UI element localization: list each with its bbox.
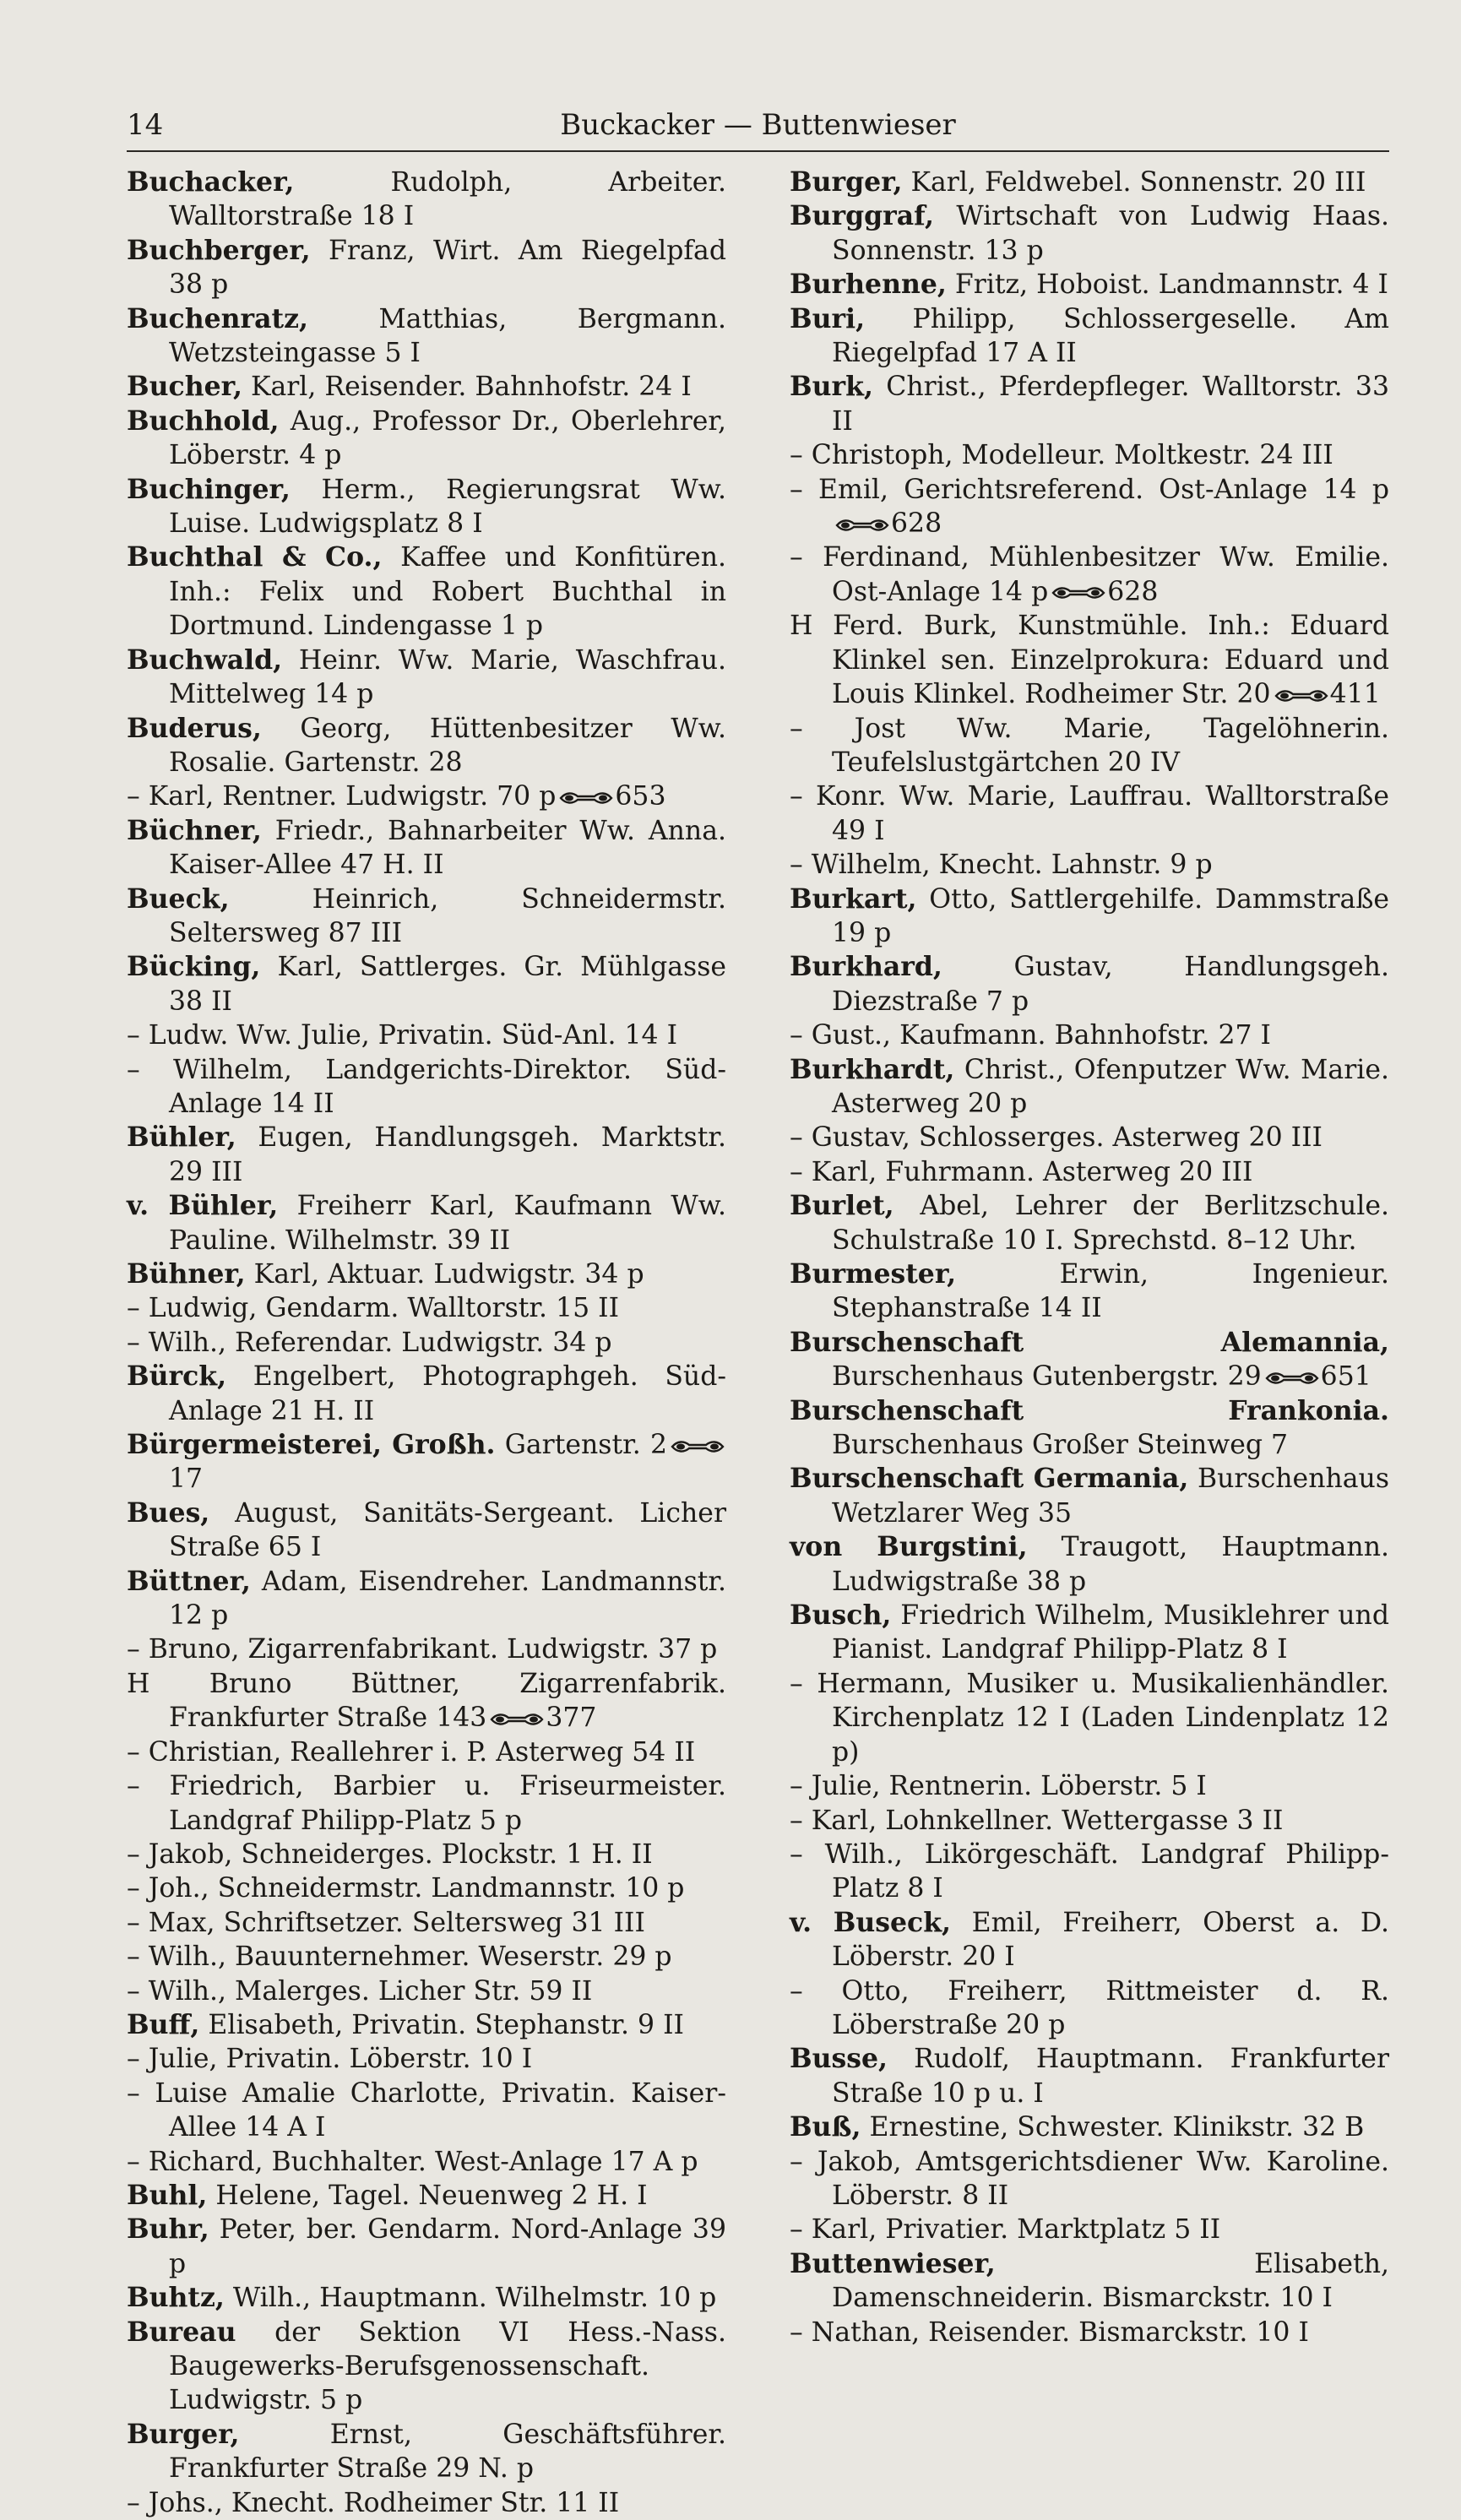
directory-entry bbox=[790, 1530, 1389, 1599]
entry-text: – Jakob, Schneiderges. Plockstr. 1 H. II bbox=[127, 1838, 653, 1870]
entry-text: Christ., Pferdepfleger. Walltorstr. 33 II bbox=[832, 372, 1389, 437]
entry-text: H Bruno Büttner, Zigarrenfabrik. Frankfurter Straße 143 bbox=[127, 1668, 726, 1734]
directory-entry bbox=[127, 814, 726, 883]
entry-surname: Burschenschaft Germania, bbox=[790, 1463, 1189, 1495]
entry-text: – Ludw. Ww. Julie, Privatin. Süd-Anl. 14 I bbox=[127, 1020, 678, 1051]
entry-text: – Richard, Buchhalter. West-Anlage 17 A p bbox=[127, 2146, 698, 2177]
directory-entry bbox=[127, 2008, 726, 2042]
directory-entry bbox=[790, 779, 1389, 848]
entry-text: Freiherr Karl, Kaufmann Ww. Pauline. Wilhelmstr. 39 II bbox=[169, 1191, 727, 1256]
telephone-icon bbox=[1274, 688, 1328, 703]
directory-entry bbox=[790, 1974, 1389, 2043]
directory-entry bbox=[127, 1428, 726, 1496]
entry-surname: Busch, bbox=[790, 1599, 892, 1632]
entry-text: – Emil, Gerichtsreferend. Ost-Anlage 14 p bbox=[790, 474, 1389, 505]
directory-entry bbox=[127, 1496, 726, 1565]
entry-surname: Burk, bbox=[790, 371, 873, 403]
entry-text: – Joh., Schneidermstr. Landmannstr. 10 p bbox=[127, 1873, 685, 1904]
entry-text: Burschenhaus Wetzlarer Weg 35 bbox=[832, 1464, 1390, 1529]
directory-entry bbox=[790, 1462, 1389, 1530]
directory-entry bbox=[127, 1906, 726, 1940]
directory-entry bbox=[790, 2042, 1389, 2110]
entry-surname: Buchacker, bbox=[127, 166, 295, 198]
entry-surname: Buri, bbox=[790, 302, 866, 334]
entry-surname: Buhtz, bbox=[127, 2282, 225, 2314]
entry-text: Ernestine, Schwester. Klinikstr. 32 B bbox=[869, 2112, 1365, 2143]
entry-text: – Wilh., Malerges. Licher Str. 59 II bbox=[127, 1975, 593, 2007]
entry-text: Christ., Ofenputzer Ww. Marie. Asterweg 20 p bbox=[832, 1054, 1389, 1119]
directory-entry bbox=[127, 1565, 726, 1633]
directory-entry bbox=[790, 2213, 1389, 2246]
directory-entry bbox=[127, 1018, 726, 1052]
entry-text: – Luise Amalie Charlotte, Privatin. Kaiser-Allee 14 A I bbox=[127, 2077, 726, 2143]
entry-text: – Wilh., Bauunternehmer. Weserstr. 29 p bbox=[127, 1942, 672, 1973]
directory-entry bbox=[790, 438, 1389, 472]
directory-entry bbox=[790, 712, 1389, 780]
directory-entry bbox=[790, 370, 1389, 438]
entry-text: Traugott, Hauptmann. Ludwigstraße 38 p bbox=[832, 1532, 1389, 1597]
entry-text: Burschenhaus Gutenbergstr. 29 bbox=[832, 1361, 1262, 1393]
directory-entry bbox=[127, 2179, 726, 2213]
entry-text: Elisabeth, Privatin. Stephanstr. 9 II bbox=[208, 2009, 684, 2040]
directory-entry bbox=[127, 2042, 726, 2076]
directory-entry bbox=[790, 1257, 1389, 1326]
directory-entry bbox=[790, 848, 1389, 882]
directory-entry bbox=[127, 1053, 726, 1122]
entry-surname: Burmester, bbox=[790, 1258, 957, 1290]
entry-text: Rudolf, Hauptmann. Frankfurter Straße 10 p u. I bbox=[832, 2044, 1390, 2109]
directory-entry bbox=[790, 2316, 1389, 2349]
entry-surname: Burhenne, bbox=[790, 269, 947, 301]
directory-entry bbox=[790, 1189, 1389, 1257]
directory-entry bbox=[127, 540, 726, 643]
entry-surname: Büttner, bbox=[127, 1565, 251, 1597]
entry-surname: Buchenratz, bbox=[127, 302, 308, 334]
directory-entry bbox=[790, 1155, 1389, 1189]
directory-entry bbox=[127, 779, 726, 813]
entry-surname: Burggraf, bbox=[790, 200, 935, 232]
entry-surname: Burkhard, bbox=[790, 951, 942, 983]
directory-entry bbox=[127, 1632, 726, 1666]
telephone-number: 377 bbox=[546, 1703, 597, 1734]
telephone-number: 628 bbox=[891, 508, 942, 540]
entry-text: – Hermann, Musiker u. Musikalienhändler. Kirchenplatz 12 I (Laden Lindenplatz 12 p) bbox=[790, 1668, 1389, 1768]
entry-text: Burschenhaus Großer Steinweg 7 bbox=[832, 1430, 1289, 1461]
directory-entry bbox=[127, 1735, 726, 1769]
telephone-number: 653 bbox=[615, 781, 666, 812]
entry-surname: Bürck, bbox=[127, 1360, 227, 1393]
entry-text: – Gust., Kaufmann. Bahnhofstr. 27 I bbox=[790, 1020, 1271, 1051]
directory-entry bbox=[127, 1940, 726, 1974]
directory-entry bbox=[790, 2145, 1389, 2213]
entry-text: – Christoph, Modelleur. Moltkestr. 24 III bbox=[790, 440, 1333, 471]
directory-entry bbox=[790, 2110, 1389, 2144]
directory-entry bbox=[127, 1257, 726, 1291]
directory-entry bbox=[127, 405, 726, 473]
entry-surname: Buchhold, bbox=[127, 405, 280, 437]
entry-surname: Buderus, bbox=[127, 712, 262, 744]
directory-entry bbox=[127, 1189, 726, 1257]
telephone-icon bbox=[1265, 1371, 1319, 1386]
directory-entry bbox=[790, 1838, 1389, 1906]
directory-entry bbox=[127, 2486, 726, 2520]
entry-text: Engelbert, Photographgeh. Süd-Anlage 21 H. II bbox=[169, 1361, 727, 1426]
entry-text: – Ludwig, Gendarm. Walltorstr. 15 II bbox=[127, 1293, 620, 1324]
entry-surname: Burlet, bbox=[790, 1190, 894, 1222]
directory-entry bbox=[790, 166, 1389, 199]
directory-entry bbox=[127, 2316, 726, 2418]
entry-text: Karl, Aktuar. Ludwigstr. 34 p bbox=[253, 1259, 644, 1290]
telephone-icon bbox=[490, 1712, 544, 1727]
entry-text: – Johs., Knecht. Rodheimer Str. 11 II bbox=[127, 2487, 620, 2518]
entry-surname: Buchwald, bbox=[127, 644, 283, 676]
entry-text: – Jost Ww. Marie, Tagelöhnerin. Teufelslustgärtchen 20 IV bbox=[790, 713, 1389, 778]
telephone-number: 628 bbox=[1107, 576, 1159, 607]
entry-text: Matthias, Bergmann. Wetzsteingasse 5 I bbox=[169, 303, 727, 369]
entry-text: Philipp, Schlossergeselle. Am Riegelpfad 17 A II bbox=[832, 303, 1390, 369]
directory-entry bbox=[127, 2077, 726, 2145]
entry-text: – Jakob, Amtsgerichtsdiener Ww. Karoline. Löberstr. 8 II bbox=[790, 2146, 1389, 2211]
entry-surname: Buhl, bbox=[127, 2179, 208, 2211]
entry-surname: Buchberger, bbox=[127, 234, 311, 266]
entry-text: – Bruno, Zigarrenfabrikant. Ludwigstr. 37 p bbox=[127, 1634, 718, 1665]
directory-entry bbox=[790, 199, 1389, 268]
directory-entry bbox=[127, 644, 726, 712]
entry-text: Otto, Sattlergehilfe. Dammstraße 19 p bbox=[832, 883, 1389, 948]
directory-entry bbox=[127, 302, 726, 371]
entry-text: Eugen, Handlungsgeh. Marktstr. 29 III bbox=[169, 1122, 726, 1187]
right-column bbox=[790, 166, 1389, 2520]
entry-surname: Busse, bbox=[790, 2043, 888, 2075]
entry-text: Georg, Hüttenbesitzer Ww. Rosalie. Gartenstr. 28 bbox=[169, 713, 726, 778]
directory-entry bbox=[127, 1360, 726, 1428]
directory-entry bbox=[127, 950, 726, 1018]
entry-text: – Christian, Reallehrer i. P. Asterweg 54 II bbox=[127, 1736, 696, 1768]
directory-entry bbox=[790, 540, 1389, 609]
directory-entry bbox=[790, 1599, 1389, 1667]
directory-entry bbox=[127, 1838, 726, 1871]
entry-text: Abel, Lehrer der Berlitzschule. Schulstraße 10 I. Sprechstd. 8–12 Uhr. bbox=[832, 1191, 1389, 1256]
entry-text: Friedr., Bahnarbeiter Ww. Anna. Kaiser-Allee 47 H. II bbox=[169, 815, 726, 881]
directory-entry bbox=[790, 268, 1389, 301]
directory-entry bbox=[127, 883, 726, 951]
directory-entry bbox=[790, 950, 1389, 1018]
entry-surname: Buttenwieser, bbox=[790, 2247, 996, 2279]
entry-surname: Buchinger, bbox=[127, 473, 291, 505]
telephone-icon bbox=[671, 1439, 725, 1454]
directory-entry bbox=[127, 2418, 726, 2486]
telephone-number: 411 bbox=[1329, 679, 1381, 710]
directory-entry bbox=[127, 370, 726, 404]
directory-entry bbox=[127, 166, 726, 234]
directory-entry bbox=[790, 1018, 1389, 1052]
entry-surname: Burger, bbox=[790, 166, 903, 198]
entry-surname: Bürgermeisterei, Großh. bbox=[127, 1429, 496, 1461]
directory-entry bbox=[127, 2145, 726, 2179]
entry-text: – Gustav, Schlosserges. Asterweg 20 III bbox=[790, 1122, 1323, 1154]
entry-text: – Wilh., Likörgeschäft. Landgraf Philipp-Platz 8 I bbox=[790, 1838, 1389, 1904]
directory-entry bbox=[127, 1769, 726, 1838]
entry-surname: Buff, bbox=[127, 2008, 200, 2040]
entry-text: Karl, Feldwebel. Sonnenstr. 20 III bbox=[910, 167, 1366, 198]
entry-text: Friedrich Wilhelm, Musiklehrer und Pianist. Landgraf Philipp-Platz 8 I bbox=[832, 1600, 1389, 1665]
header-rule bbox=[127, 150, 1389, 152]
entry-text: Franz, Wirt. Am Riegelpfad 38 p bbox=[169, 235, 726, 301]
entry-surname: Buhr, bbox=[127, 2213, 209, 2246]
page-number: 14 bbox=[127, 108, 164, 142]
entry-surname: Buß, bbox=[790, 2111, 861, 2143]
entry-surname: Bühner, bbox=[127, 1258, 246, 1290]
directory-entry bbox=[127, 1974, 726, 2008]
directory-entry bbox=[790, 1121, 1389, 1154]
directory-entry bbox=[790, 883, 1389, 951]
entry-text: Adam, Eisendreher. Landmannstr. 12 p bbox=[169, 1566, 727, 1632]
entry-surname: von Burgstini, bbox=[790, 1531, 1028, 1563]
entry-text: Emil, Freiherr, Oberst a. D. Löberstr. 20 I bbox=[832, 1907, 1390, 1973]
telephone-number: 651 bbox=[1320, 1361, 1371, 1393]
entry-text: Erwin, Ingenieur. Stephanstraße 14 II bbox=[832, 1259, 1390, 1324]
entry-text: Herm., Regierungsrat Ww. Luise. Ludwigsplatz 8 I bbox=[169, 474, 727, 540]
entry-text: Karl, Reisender. Bahnhofstr. 24 I bbox=[250, 372, 692, 403]
entry-text: – Julie, Privatin. Löberstr. 10 I bbox=[127, 2044, 533, 2075]
columns bbox=[127, 166, 1389, 2520]
entry-text: H Ferd. Burk, Kunstmühle. Inh.: Eduard Klinkel sen. Einzelprokura: Eduard und Louis Klinkel. Rodheimer Str. 20 bbox=[790, 611, 1389, 710]
directory-entry bbox=[127, 2213, 726, 2281]
directory-entry bbox=[790, 1906, 1389, 1974]
directory-entry bbox=[127, 234, 726, 302]
entry-surname: Burschenschaft Alemannia, bbox=[790, 1326, 1389, 1358]
entry-surname: Bues, bbox=[127, 1496, 210, 1529]
directory-entry bbox=[790, 1394, 1389, 1463]
entry-text: August, Sanitäts-Sergeant. Licher Straße 65 I bbox=[169, 1497, 727, 1563]
entry-text: Peter, ber. Gendarm. Nord-Anlage 39 p bbox=[169, 2214, 727, 2279]
directory-entry bbox=[127, 1121, 726, 1189]
directory-entry bbox=[790, 1053, 1389, 1122]
directory-entry bbox=[127, 2281, 726, 2315]
entry-text: – Karl, Lohnkellner. Wettergasse 3 II bbox=[790, 1805, 1284, 1836]
entry-text: Heinr. Ww. Marie, Waschfrau. Mittelweg 14 p bbox=[169, 644, 727, 710]
entry-text: – Karl, Rentner. Ludwigstr. 70 p bbox=[127, 781, 557, 812]
directory-entry bbox=[127, 1871, 726, 1905]
left-column bbox=[127, 166, 726, 2520]
entry-text: – Nathan, Reisender. Bismarckstr. 10 I bbox=[790, 2316, 1309, 2348]
entry-text: Fritz, Hoboist. Landmannstr. 4 I bbox=[954, 269, 1388, 301]
entry-text: Kaffee und Konfitüren. Inh.: Felix und Robert Buchthal in Dortmund. Lindengasse 1 p bbox=[169, 542, 727, 642]
entry-text: – Otto, Freiherr, Rittmeister d. R. Löberstraße 20 p bbox=[790, 1975, 1389, 2040]
directory-entry bbox=[790, 609, 1389, 711]
entry-text: – Konr. Ww. Marie, Lauffrau. Walltorstraße 49 I bbox=[790, 781, 1389, 846]
entry-surname: Bücking, bbox=[127, 951, 261, 983]
entry-text: Gustav, Handlungsgeh. Diezstraße 7 p bbox=[832, 952, 1389, 1017]
entry-surname: Bühler, bbox=[127, 1122, 236, 1154]
entry-text: Helene, Tagel. Neuenweg 2 H. I bbox=[215, 2180, 648, 2211]
directory-entry bbox=[790, 1769, 1389, 1803]
entry-text: – Karl, Privatier. Marktplatz 5 II bbox=[790, 2214, 1221, 2246]
entry-text: Rudolph, Arbeiter. Walltorstraße 18 I bbox=[169, 167, 726, 232]
entry-surname: Burkart, bbox=[790, 883, 917, 915]
entry-surname: v. Buseck, bbox=[790, 1906, 951, 1938]
entry-surname: Burger, bbox=[127, 2418, 240, 2450]
entry-surname: Burschenschaft Frankonia. bbox=[790, 1394, 1389, 1426]
entry-surname: Bueck, bbox=[127, 883, 230, 915]
entry-text: Aug., Professor Dr., Oberlehrer, Löberstr. 4 p bbox=[169, 405, 727, 471]
entry-surname: v. Bühler, bbox=[127, 1190, 279, 1222]
entry-text: – Max, Schriftsetzer. Seltersweg 31 III bbox=[127, 1907, 645, 1938]
directory-entry bbox=[127, 1291, 726, 1325]
directory-entry bbox=[790, 1667, 1389, 1769]
entry-text: Ernst, Geschäftsführer. Frankfurter Straße 29 N. p bbox=[169, 2419, 726, 2485]
entry-surname: Buchthal & Co., bbox=[127, 541, 383, 573]
entry-text: Karl, Sattlerges. Gr. Mühlgasse 38 II bbox=[169, 952, 726, 1017]
entry-text: – Friedrich, Barbier u. Friseurmeister. Landgraf Philipp-Platz 5 p bbox=[127, 1771, 726, 1836]
directory-entry bbox=[127, 712, 726, 780]
telephone-icon bbox=[835, 518, 889, 533]
entry-text: Elisabeth, Damenschneiderin. Bismarckstr. 10 I bbox=[832, 2248, 1389, 2314]
entry-surname: Bureau bbox=[127, 2316, 236, 2348]
entry-text: Wirtschaft von Ludwig Haas. Sonnenstr. 13 p bbox=[832, 201, 1390, 266]
directory-entry bbox=[790, 473, 1389, 541]
directory-entry bbox=[790, 302, 1389, 371]
telephone-number: 17 bbox=[169, 1464, 204, 1495]
entry-text: Gartenstr. 2 bbox=[504, 1430, 667, 1461]
entry-text: der Sektion VI Hess.-Nass. Baugewerks-Berufsgenossenschaft. Ludwigstr. 5 p bbox=[169, 2316, 726, 2416]
directory-entry bbox=[127, 473, 726, 541]
entry-text: – Wilhelm, Knecht. Lahnstr. 9 p bbox=[790, 850, 1213, 881]
page-header bbox=[127, 108, 1389, 142]
entry-text: Heinrich, Schneidermstr. Seltersweg 87 III bbox=[169, 883, 726, 948]
entry-surname: Burkhardt, bbox=[790, 1053, 955, 1085]
directory-entry bbox=[790, 1804, 1389, 1838]
directory-entry bbox=[127, 1326, 726, 1360]
entry-text: – Wilh., Referendar. Ludwigstr. 34 p bbox=[127, 1327, 612, 1358]
entry-text: – Wilhelm, Landgerichts-Direktor. Süd-Anlage 14 II bbox=[127, 1054, 726, 1119]
entry-surname: Bucher, bbox=[127, 371, 242, 403]
running-head: Buckacker — Buttenwieser bbox=[560, 108, 956, 142]
directory-entry bbox=[790, 2247, 1389, 2316]
telephone-icon bbox=[559, 790, 613, 806]
telephone-icon bbox=[1051, 585, 1105, 600]
entry-text: – Julie, Rentnerin. Löberstr. 5 I bbox=[790, 1771, 1207, 1802]
directory-entry bbox=[790, 1326, 1389, 1394]
entry-text: Wilh., Hauptmann. Wilhelmstr. 10 p bbox=[232, 2283, 717, 2314]
entry-text: – Ferdinand, Mühlenbesitzer Ww. Emilie. Ost-Anlage 14 p bbox=[790, 542, 1389, 607]
entry-surname: Büchner, bbox=[127, 814, 262, 846]
directory-entry bbox=[127, 1667, 726, 1735]
entry-text: – Karl, Fuhrmann. Asterweg 20 III bbox=[790, 1156, 1253, 1187]
